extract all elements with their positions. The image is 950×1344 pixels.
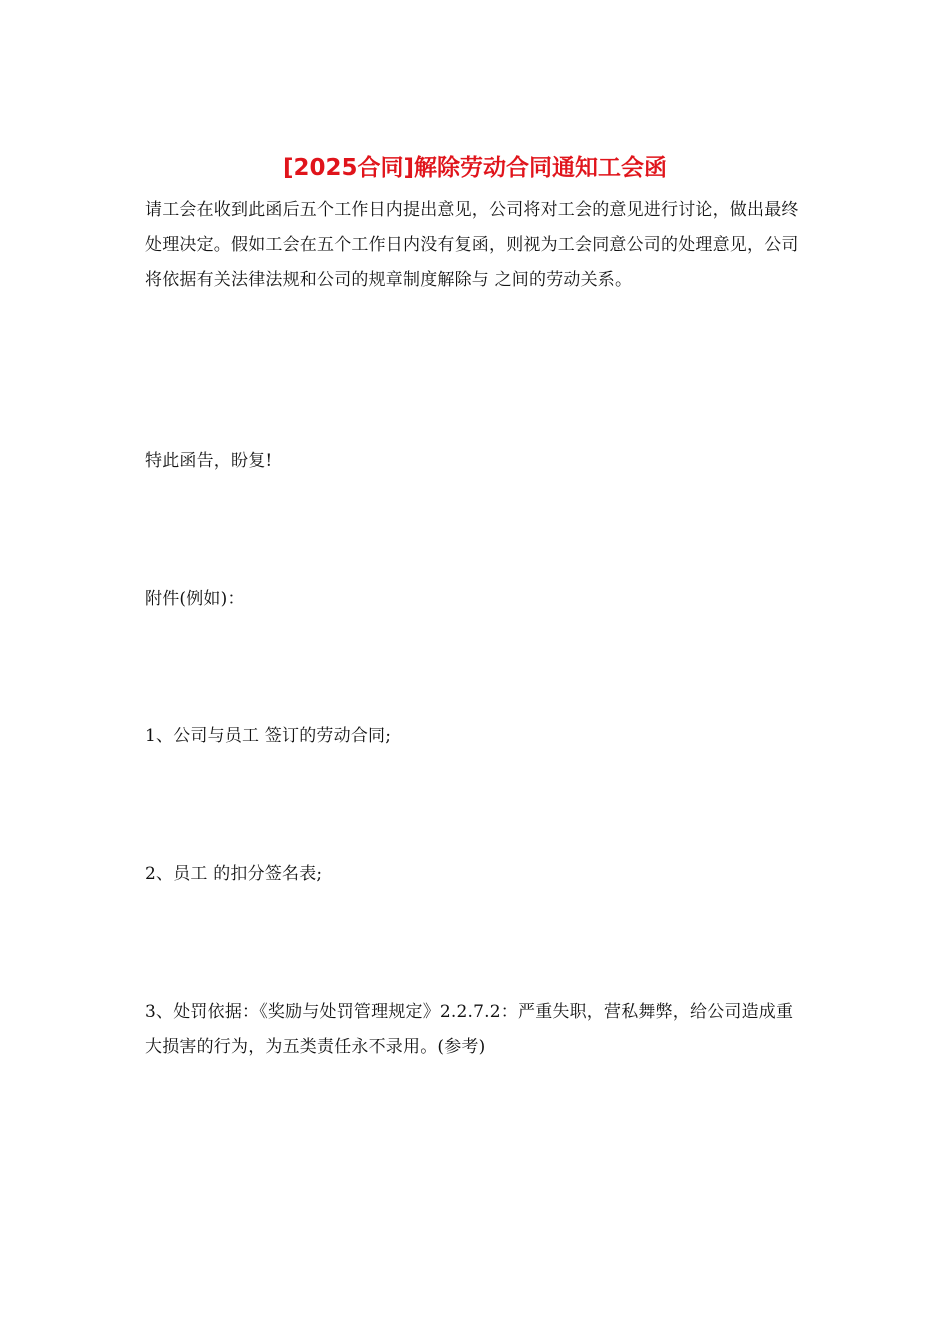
attachment-item-3: 3、处罚依据：《奖励与处罚管理规定》2.2.7.2：严重失职，营私舞弊，给公司造成重大损害的行为，为五类责任永不录用。(参考) bbox=[145, 1002, 794, 1057]
attachments-heading: 附件(例如)： bbox=[145, 589, 245, 609]
attachment-item-1: 1、公司与员工 签订的劳动合同; bbox=[145, 726, 392, 746]
attachment-item-2: 2、员工 的扣分签名表; bbox=[145, 864, 323, 884]
intro-paragraph: 请工会在收到此函后五个工作日内提出意见，公司将对工会的意见进行讨论，做出最终处理决定。假如工会在五个工作日内没有复函，则视为工会同意公司的处理意见，公司将依据有关法律法规和公司的规章制度解除与 之间的劳动关系。 bbox=[145, 200, 799, 290]
document-title: [2025合同]解除劳动合同通知工会函 bbox=[282, 155, 668, 181]
closing-line: 特此函告，盼复! bbox=[145, 451, 273, 471]
